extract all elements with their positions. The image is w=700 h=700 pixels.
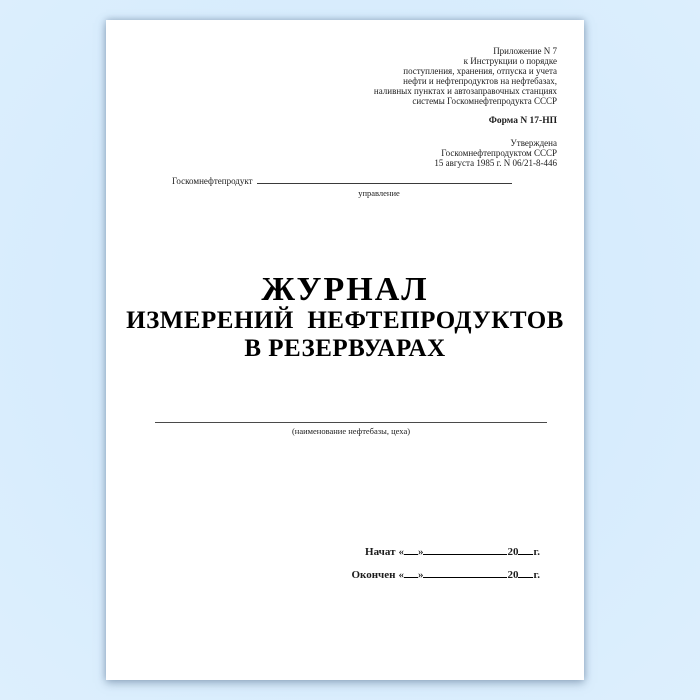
title-line: В РЕЗЕРВУАРАХ: [244, 335, 446, 362]
approval-line: Утверждена: [510, 138, 557, 148]
appendix-line: нефти и нефтепродуктов на нефтебазах,: [403, 76, 557, 86]
depot-name-caption: (наименование нефтебазы, цеха): [291, 426, 411, 436]
approval-line: Госкомнефтепродуктом СССР: [441, 148, 557, 158]
depot-name-blank-line: [155, 419, 547, 423]
date-finished-label: Окончен: [351, 569, 396, 581]
organization-blank-line: [257, 180, 512, 184]
organization-label: Госкомнефтепродукт: [172, 176, 253, 186]
year-blank-line: [518, 574, 533, 578]
appendix-line: Приложение N 7: [493, 46, 557, 56]
form-number: Форма N 17-НП: [488, 116, 557, 126]
organization-sublabel: управление: [358, 188, 400, 198]
close-quote: »: [417, 546, 424, 558]
year-suffix: г.: [533, 569, 540, 581]
month-blank-line: [423, 551, 507, 555]
date-started-label: Начат: [365, 546, 396, 558]
title-line: ЖУРНАЛ: [261, 271, 429, 308]
appendix-line: поступления, хранения, отпуска и учета: [403, 66, 557, 76]
appendix-line: системы Госкомнефтепродукта СССР: [412, 96, 557, 106]
organization-row: [172, 176, 512, 186]
year-prefix: 20: [507, 546, 519, 558]
date-finished-row: [349, 569, 540, 581]
month-blank-line: [423, 574, 507, 578]
appendix-note: [374, 46, 557, 106]
day-blank-line: [404, 574, 418, 578]
day-blank-line: [404, 551, 418, 555]
open-quote: «: [398, 546, 404, 558]
year-suffix: г.: [533, 546, 540, 558]
approval-note: [434, 138, 557, 168]
year-prefix: 20: [507, 569, 519, 581]
year-blank-line: [518, 551, 533, 555]
appendix-line: наливных пунктах и автозаправочных станциях: [373, 86, 557, 96]
appendix-line: к Инструкции о порядке: [463, 56, 557, 66]
title-line: ИЗМЕРЕНИЙ НЕФТЕПРОДУКТОВ: [126, 307, 564, 334]
approval-line: 15 августа 1985 г. N 06/21-8-446: [434, 158, 557, 168]
open-quote: «: [398, 569, 404, 581]
document-page: [106, 20, 584, 680]
document-title: [106, 273, 584, 363]
date-started-row: [349, 546, 540, 558]
close-quote: »: [417, 569, 424, 581]
